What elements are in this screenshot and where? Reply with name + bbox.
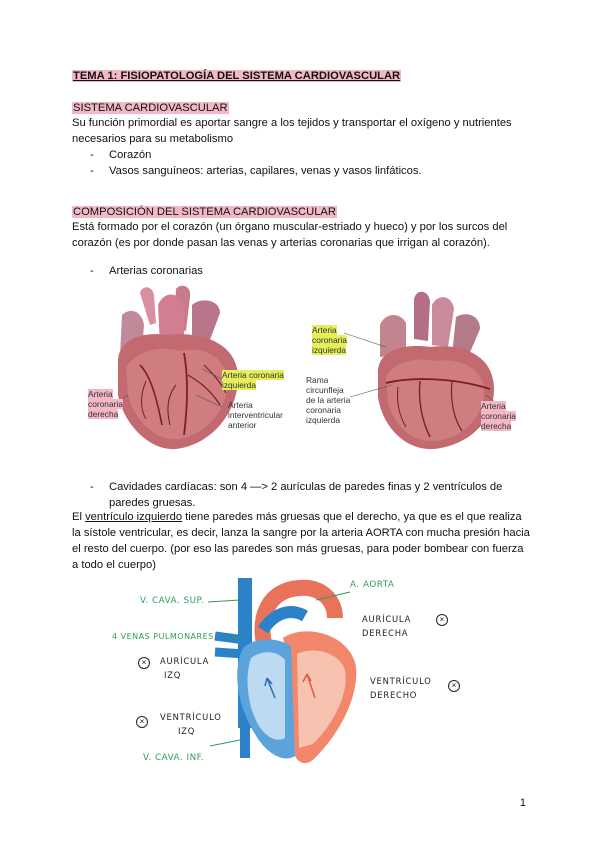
label-arteria-coronaria-derecha-posterior: Arteria coronaria derecha [481,401,516,431]
section1-text: Su función primordial es aportar sangre a los tejidos y transportar el oxígeno y nutrientes necesarios para su metabolismo [72,117,512,145]
cross-circle-icon: × [448,680,460,692]
coronary-arteries-figure [80,285,530,455]
label-rama-circunfleja: Rama circunfleja de la arteria coronaria izquierda [306,375,351,425]
heart-posterior-view [378,292,494,449]
label-ventriculo-izquierdo: VENTRÍCULO IZQ [160,712,222,736]
section2-heading: COMPOSICIÓN DEL SISTEMA CARDIOVASCULAR [73,206,336,218]
page-title: TEMA 1: FISIOPATOLOGÍA DEL SISTEMA CARDIOVASCULAR [73,70,401,82]
section2-text: Está formado por el corazón (un órgano muscular-estriado y hueco) y por los surcos del corazón (es por donde pasan las venas y arterias coronarias que irrigan al corazón). [72,221,508,249]
label-arteria-interventricular: Arteria interventricular anterior [228,400,283,430]
label-arteria-coronaria-izquierda: Arteria coronaria izquierda [222,370,284,390]
cross-circle-icon: × [138,657,150,669]
cross-circle-icon: × [136,716,148,728]
label-auricula-izquierda: AURÍCULA IZQ [160,656,210,680]
label-venas-pulmonares: 4 VENAS PULMONARES [112,632,214,641]
label-arteria-coronaria-derecha: Arteria coronaria derecha [88,389,123,419]
label-vena-cava-inferior: V. CAVA. INF. [143,753,205,763]
label-arteria-aorta: A. AORTA [350,580,395,590]
label-vena-cava-superior: V. CAVA. SUP. [140,596,205,606]
label-arteria-coronaria-izquierda-posterior: Arteria coronaria izquierda [312,325,347,355]
heart-anterior-view [118,286,238,449]
cross-circle-icon: × [436,614,448,626]
ventriculo-paragraph: El ventrículo izquierdo tiene paredes más gruesas que el derecho, ya que es el que realiza la sístole ventricular, es decir, lanza la sangre por la arteria AORTA con mucha presión hacia el resto del cuerpo. (por eso las paredes son más gruesas, para poder bombear con fuerza a todo el cuerpo) [72,511,530,571]
page-number: 1 [519,797,526,809]
section1-heading: SISTEMA CARDIOVASCULAR [73,102,228,114]
label-auricula-derecha: AURÍCULA DERECHA [362,614,412,638]
label-ventriculo-derecho: VENTRÍCULO DERECHO [370,676,432,700]
